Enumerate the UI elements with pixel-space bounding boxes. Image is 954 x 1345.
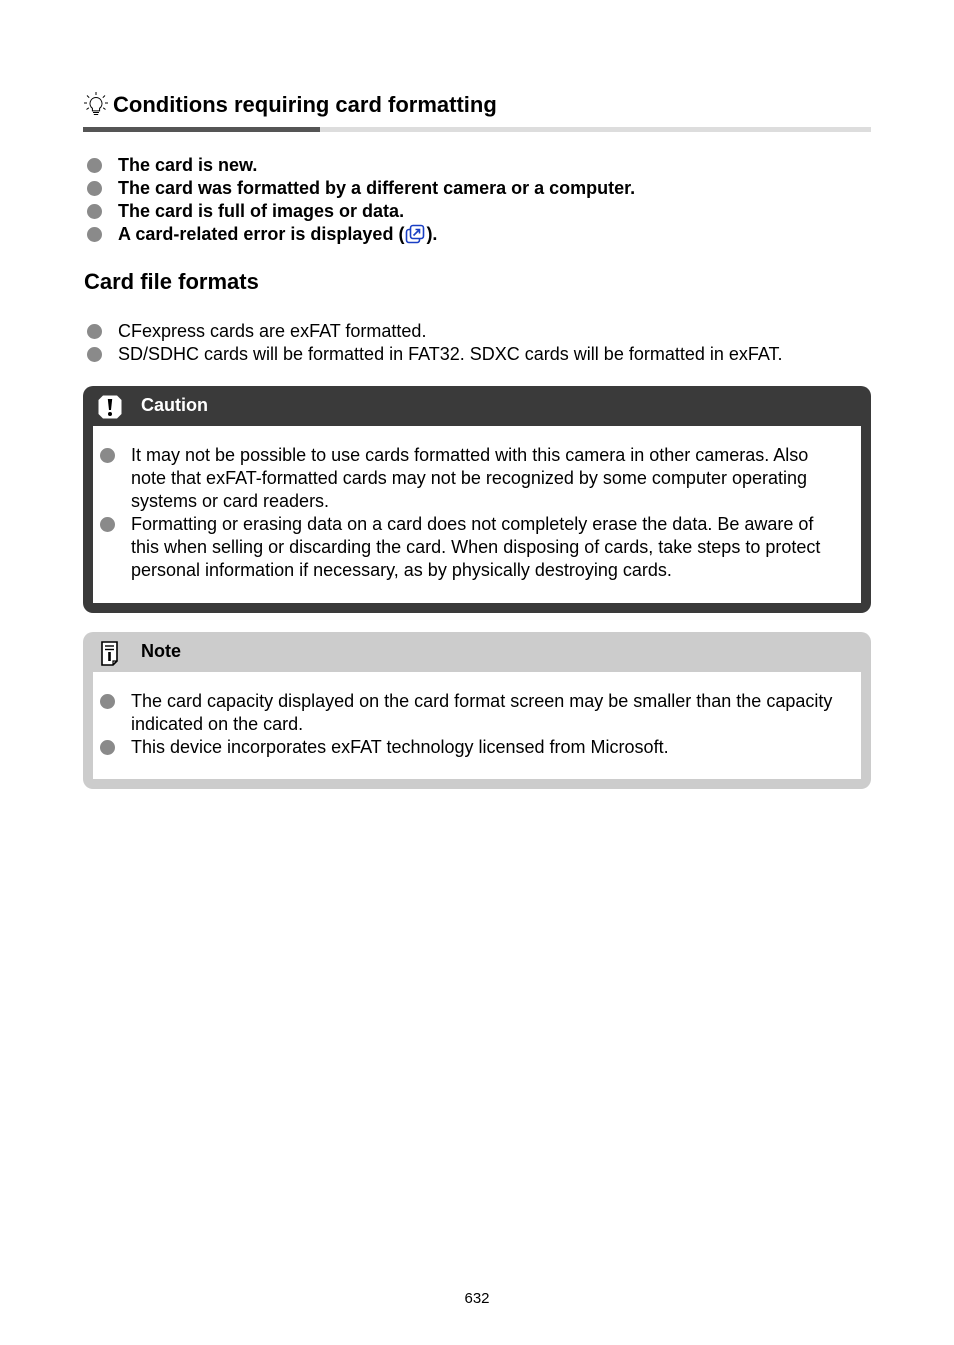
- bullet-icon: [87, 347, 102, 362]
- list-item: SD/SDHC cards will be formatted in FAT32. SDXC cards will be formatted in exFAT.: [84, 343, 874, 366]
- note-icon: [97, 640, 123, 666]
- list-item: The card is full of images or data.: [84, 200, 874, 223]
- tip-section-header: [83, 90, 871, 132]
- bullet-icon: [100, 517, 115, 532]
- title-rule-accent: [83, 127, 320, 132]
- caution-title: Caution: [141, 395, 208, 415]
- card-file-formats-heading: Card file formats: [84, 269, 259, 294]
- list-item: A card-related error is displayed ( ).: [84, 223, 874, 246]
- section-title: Conditions requiring card formatting: [113, 92, 497, 117]
- list-item: The card is new.: [84, 154, 874, 177]
- bullet-icon: [87, 181, 102, 196]
- cross-reference-link-icon[interactable]: [405, 224, 425, 244]
- list-item: This device incorporates exFAT technology licensed from Microsoft.: [97, 736, 845, 759]
- title-rule: [320, 127, 871, 132]
- lightbulb-icon: [83, 91, 109, 117]
- caution-box: [83, 386, 871, 613]
- page-number: 632: [464, 1290, 490, 1307]
- note-box: [83, 632, 871, 789]
- bullet-icon: [87, 204, 102, 219]
- note-header: [83, 632, 871, 672]
- note-body: [93, 672, 861, 779]
- note-list: [97, 690, 845, 759]
- bullet-icon: [100, 448, 115, 463]
- list-item: CFexpress cards are exFAT formatted.: [84, 320, 874, 343]
- note-title: Note: [141, 641, 181, 661]
- caution-header: [83, 386, 871, 426]
- conditions-list: [84, 154, 874, 246]
- list-item: The card was formatted by a different camera or a computer.: [84, 177, 874, 200]
- bullet-icon: [87, 227, 102, 242]
- bullet-icon: [100, 740, 115, 755]
- bullet-icon: [87, 158, 102, 173]
- list-item: It may not be possible to use cards formatted with this camera in other cameras. Also note that exFAT-formatted cards may not be recognized by some computer operating systems or card readers.: [97, 444, 845, 513]
- caution-list: [97, 444, 845, 582]
- caution-icon: [97, 394, 123, 420]
- list-item: Formatting or erasing data on a card does not completely erase the data. Be aware of this when selling or discarding the card. When disposing of cards, take steps to protect personal information if necessary, as by physically destroying cards.: [97, 513, 845, 582]
- bullet-icon: [100, 694, 115, 709]
- caution-body: [93, 426, 861, 603]
- list-item: The card capacity displayed on the card format screen may be smaller than the capacity indicated on the card.: [97, 690, 845, 736]
- bullet-icon: [87, 324, 102, 339]
- file-formats-list: [84, 320, 874, 366]
